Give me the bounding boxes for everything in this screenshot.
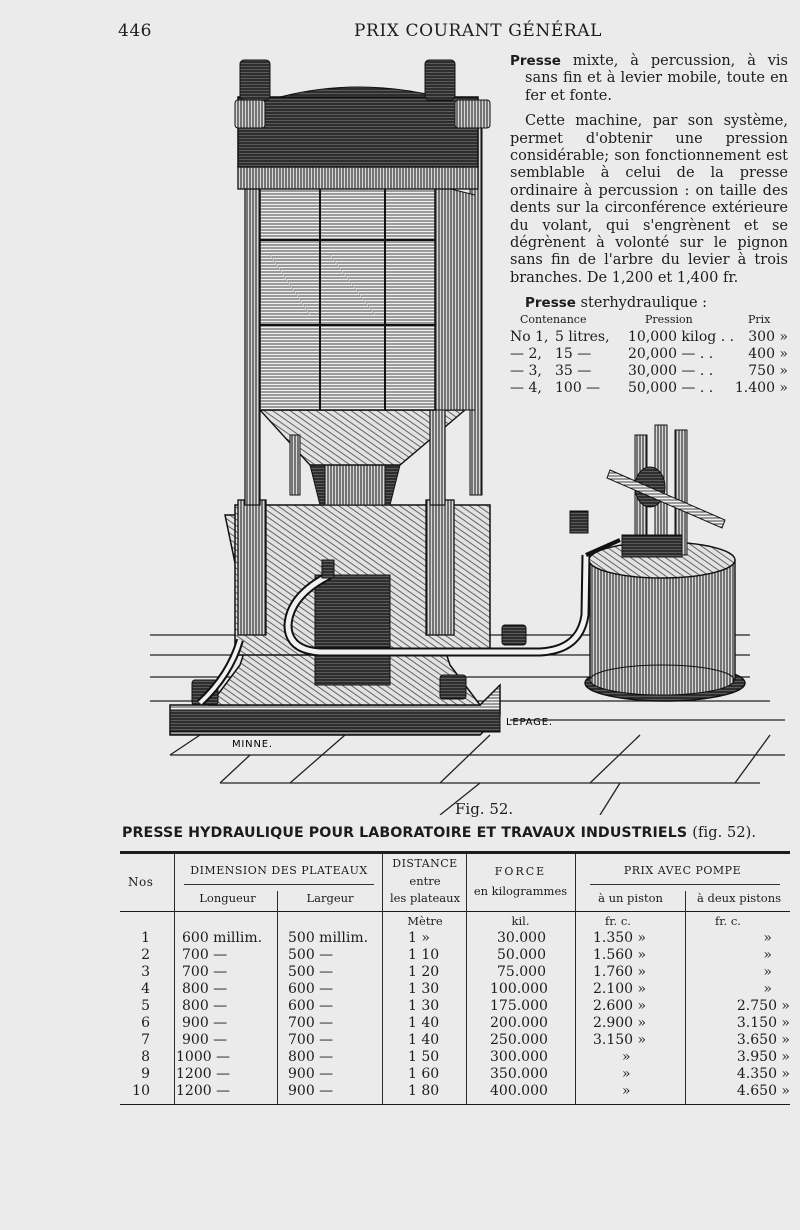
header-pression: Pression — [645, 313, 693, 326]
unit-fr-c-2: fr. c. — [715, 914, 741, 928]
engraver-signature-left: MINNE. — [232, 739, 273, 750]
header-prix-avec-pompe: PRIX AVEC POMPE — [623, 864, 742, 877]
header-longueur: Longueur — [199, 891, 256, 905]
header-distance-plateaux: les plateaux — [389, 891, 461, 905]
header-dimension: DIMENSION DES PLATEAUX — [190, 864, 368, 877]
table-row: 4 800 — 600 — 1 30 100.000 2.100 » » — [141, 981, 772, 997]
sterhydraulic-price-table — [510, 313, 792, 397]
header-force-unit: en kilogrammes — [473, 884, 568, 898]
table-row: 2 700 — 500 — 1 10 50.000 1.560 » » — [141, 947, 772, 963]
header-distance-entre: entre — [409, 874, 441, 888]
table-row: 3 700 — 500 — 1 20 75.000 1.760 » » — [141, 964, 772, 980]
header-un-piston: à un piston — [598, 891, 663, 905]
header-deux-pistons: à deux pistons — [696, 891, 782, 905]
hydraulic-press-price-table — [120, 851, 790, 1106]
table-row: 7 900 — 700 — 1 40 250.000 3.150 » 3.650 » — [141, 1032, 790, 1048]
unit-metre: Mètre — [407, 914, 443, 928]
engraver-signature-right: LEPAGE. — [506, 717, 553, 728]
paragraph-machine-explanation: Cette machine, par son système, permet d'obtenir une pression considérable; son fonctionnement est semblable à celui de la presse ordinaire à percussion : on taille des dents sur la circonférence extérieure du volant, qui s'engrènent et se dégrènent à volonté sur le pignon sans fin de l'arbre du levier à trois branches. De 1,200 et 1,400 fr. — [510, 113, 788, 286]
table-row: 10 1200 — 900 — 1 80 400.000 » 4.650 » — [132, 1083, 790, 1099]
table-row: 9 1200 — 900 — 1 60 350.000 » 4.350 » — [141, 1066, 790, 1082]
table-row: 6 900 — 700 — 1 40 200.000 2.900 » 3.150 » — [141, 1015, 790, 1031]
header-force: FORCE — [494, 865, 547, 878]
table-row: 8 1000 — 800 — 1 50 300.000 » 3.950 » — [141, 1049, 790, 1065]
figure-caption: Fig. 52. — [455, 800, 514, 818]
page-number: 446 — [118, 21, 152, 41]
unit-kil: kil. — [511, 914, 530, 928]
header-distance: DISTANCE — [392, 857, 458, 870]
hydraulic-press-table-title: PRESSE HYDRAULIQUE POUR LABORATOIRE ET TRAVAUX INDUSTRIELS (fig. 52). — [122, 825, 757, 841]
small-table-row: — 2, 15 — 20,000 — . . 400 » — [510, 346, 788, 362]
paragraph-mixed-press: Presse mixte, à percussion, à vis sans fin et à levier mobile, toute en fer et fonte. — [510, 53, 788, 104]
unit-fr-c-1: fr. c. — [605, 914, 631, 928]
small-table-row: No 1, 5 litres, 10,000 kilog . . 300 » — [510, 329, 788, 345]
description-text — [510, 53, 788, 317]
small-table-row: — 3, 35 — 30,000 — . . 750 » — [510, 363, 788, 379]
header-contenance: Contenance — [520, 313, 587, 326]
table-row: 5 800 — 600 — 1 30 175.000 2.600 » 2.750 » — [141, 998, 790, 1014]
small-table-header — [510, 313, 792, 329]
small-table-row: — 4, 100 — 50,000 — . . 1.400 » — [510, 380, 788, 396]
header-nos: Nos — [128, 875, 154, 889]
table-row: 1 600 millim. 500 millim. 1 » 30.000 1.350 » » — [141, 930, 772, 946]
sterhydraulic-press-heading: Presse sterhydraulique : — [525, 295, 708, 312]
header-prix: Prix — [748, 313, 771, 326]
running-title: PRIX COURANT GÉNÉRAL — [354, 21, 603, 41]
header-largeur: Largeur — [306, 891, 354, 905]
